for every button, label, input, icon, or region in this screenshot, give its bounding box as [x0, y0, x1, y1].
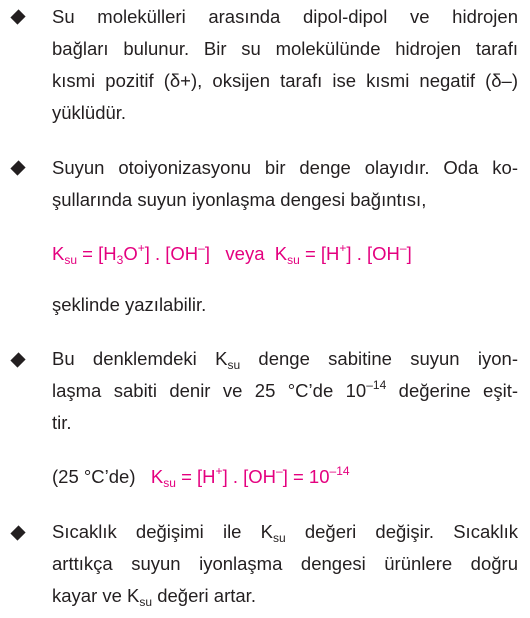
bullet-diamond-icon	[11, 161, 25, 175]
paragraph-1-line-2: bağları bulunur. Bir su molekülünde hidrojen tarafı	[52, 38, 518, 59]
paragraph-4-line-1: Sıcaklık değişimi ile $K_{su}$ değeri değişir. Sıcaklık	[52, 521, 518, 545]
bullet-diamond-icon	[11, 353, 25, 367]
paragraph-3-line-2: laşma sabiti denir ve 25 °C’de $10^{-14}$ değerine eşit-	[52, 378, 519, 401]
paragraph-4-line-2: arttıkça suyun iyonlaşma dengesi ürünlere doğru	[52, 553, 518, 574]
paragraph-2b-line-1: şeklinde yazılabilir.	[52, 294, 207, 315]
paragraph-4-line-3: kayar ve $K_{su}$ değeri artar.	[52, 585, 256, 609]
paragraph-3-line-1: Bu denklemdeki $K_{su}$ denge sabitine suyun iyon-	[52, 348, 518, 372]
equation-kw-value: (25 °C’de) $K_{su} = [H^+]$ . $[OH^-] = 10^{-14}$	[52, 464, 350, 490]
paragraph-1-line-1: Su molekülleri arasında dipol-dipol ve hidrojen	[52, 6, 518, 27]
bullet-diamond-icon	[11, 526, 25, 540]
paragraph-2-line-1: Suyun otoiyonizasyonu bir denge olayıdır. Oda ko-	[52, 157, 518, 178]
bullet-diamond-icon	[11, 10, 25, 24]
paragraph-1-line-3: kısmi pozitif (δ+), oksijen tarafı ise kısmi negatif (δ–)	[52, 70, 518, 91]
paragraph-3-line-3: tir.	[52, 412, 72, 433]
paragraph-1-line-4: yüklüdür.	[52, 102, 127, 123]
paragraph-2-line-2: şullarında suyun iyonlaşma dengesi bağıntısı,	[52, 189, 427, 210]
veya-text: veya	[225, 243, 265, 264]
equation-ionization: $K_{su} = [H_3O^+]$ . [OH–] veya $K_{su} = [H^+]$ . [OH–]	[52, 241, 412, 267]
condition-text: (25 °C’de)	[52, 466, 136, 487]
